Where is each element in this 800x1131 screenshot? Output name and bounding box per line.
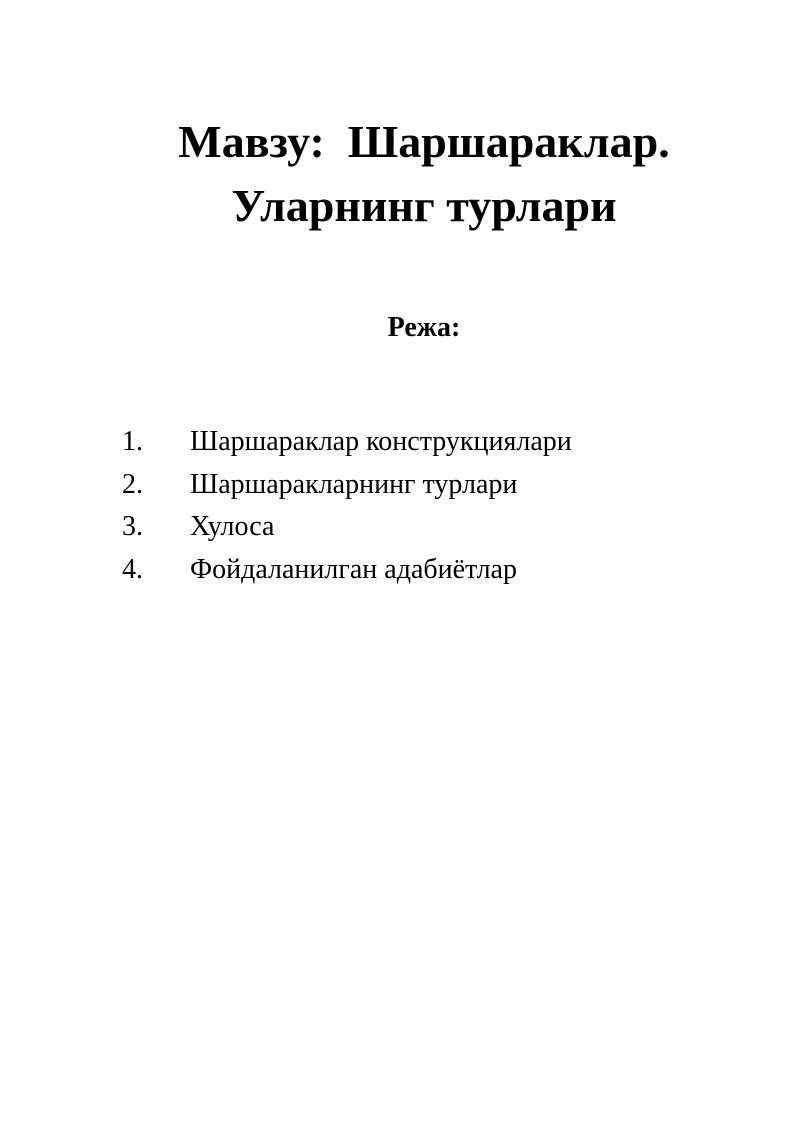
- list-item-text: Фойдаланилган адабиётлар: [190, 553, 517, 585]
- list-item: [122, 506, 572, 549]
- page-title: [0, 110, 800, 238]
- list-item-number: 1.: [122, 426, 143, 457]
- title-line-1: Мавзу: Шаршараклар.: [178, 116, 670, 167]
- plan-list: [122, 421, 572, 591]
- list-item: [122, 549, 572, 592]
- plan-heading: Режа:: [387, 312, 461, 343]
- list-item: [122, 421, 572, 464]
- list-item-number: 2.: [122, 468, 143, 500]
- list-item-text: Шаршараклар конструкциялари: [190, 426, 572, 457]
- list-item-text: Хулоса: [190, 511, 275, 543]
- list-item-text: Шаршаракларнинг турлари: [190, 468, 518, 500]
- list-item-number: 4.: [122, 553, 143, 585]
- list-item-number: 3.: [122, 511, 143, 543]
- title-line-2: Уларнинг турлари: [231, 180, 617, 231]
- list-item: [122, 464, 572, 507]
